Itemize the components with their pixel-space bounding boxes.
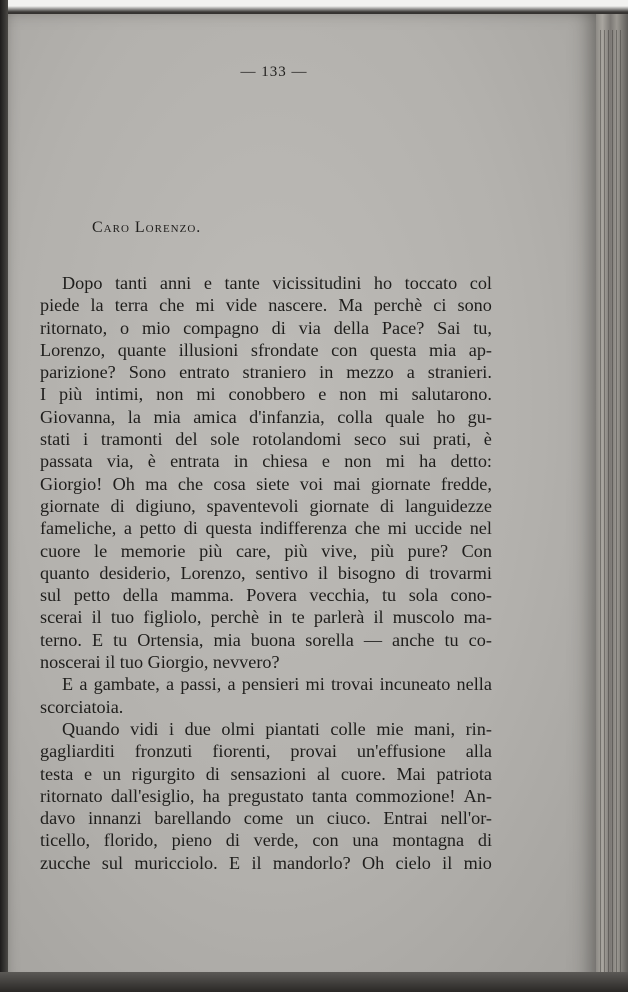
page-number: — 133 — — [240, 64, 308, 80]
binding-shadow — [0, 0, 8, 992]
text-line: cuore le memorie più care, più vive, più pure? Con — [40, 540, 492, 561]
text-line: Giorgio! Oh ma che cosa siete voi mai giornate fredde, — [40, 473, 492, 494]
text-line: E a gambate, a passi, a pensieri mi trovai incuneato nella — [62, 674, 492, 695]
text-line: terno. E tu Ortensia, mia buona sorella — anche tu co- — [40, 629, 492, 650]
text-line: testa e un rigurgito di sensazioni al cuore. Mai patriota — [40, 763, 492, 784]
letter-salutation: Caro Lorenzo. — [92, 219, 202, 236]
text-line: I più intimi, non mi conobbero e non mi salutarono. — [40, 384, 492, 405]
text-line: passata via, è entrata in chiesa e non mi ha detto: — [40, 451, 492, 472]
text-line: quanto desiderio, Lorenzo, sentivo il bisogno di trovarmi — [40, 562, 492, 583]
text-line: sul petto della mamma. Povera vecchia, tu sola cono- — [40, 585, 492, 606]
text-line: Lorenzo, quante illusioni sfrondate con questa mia ap- — [40, 339, 492, 360]
text-line: scerai il tuo figliolo, perchè in te parlerà il muscolo ma- — [40, 607, 492, 628]
text-line: gagliarditi fronzuti fiorenti, provai un'effusione alla — [40, 741, 492, 762]
text-line: Dopo tanti anni e tante vicissitudini ho toccato col — [62, 273, 492, 293]
book-page — [4, 14, 600, 986]
text-line: giornate di digiuno, spaventevoli giornate di languidezze — [40, 495, 492, 516]
text-line: scorciatoia. — [40, 696, 124, 717]
text-line: ritornato, o mio compagno di via della Pace? Sai tu, — [40, 317, 492, 338]
page-stack-lines — [600, 30, 624, 980]
text-line: stati i tramonti del sole rotolandomi seco sui prati, è — [40, 429, 492, 450]
text-line: zucche sul muricciolo. E il mandorlo? Oh cielo il mio — [40, 852, 492, 873]
text-line: Giovanna, la mia amica d'infanzia, colla quale ho gu- — [40, 406, 492, 427]
text-line: parizione? Sono entrato straniero in mezzo a stranieri. — [40, 362, 492, 383]
text-line: ritornato dall'esiglio, ha pregustato tanta commozione! An- — [40, 785, 492, 806]
text-line: noscerai il tuo Giorgio, nevvero? — [40, 652, 280, 673]
text-line: fameliche, a petto di questa indifferenza che mi uccide nel — [40, 518, 492, 539]
letter-body — [40, 272, 492, 874]
scan-bottom-border — [0, 972, 628, 992]
text-line: davo innanzi barellando come un ciuco. Entrai nell'or- — [40, 808, 492, 829]
text-line: Quando vidi i due olmi piantati colle mie mani, rin- — [62, 718, 492, 739]
text-line: piede la terra che mi vide nascere. Ma perchè ci sono — [40, 295, 492, 316]
text-line: ticello, florido, pieno di verde, con una montagna di — [40, 830, 492, 851]
